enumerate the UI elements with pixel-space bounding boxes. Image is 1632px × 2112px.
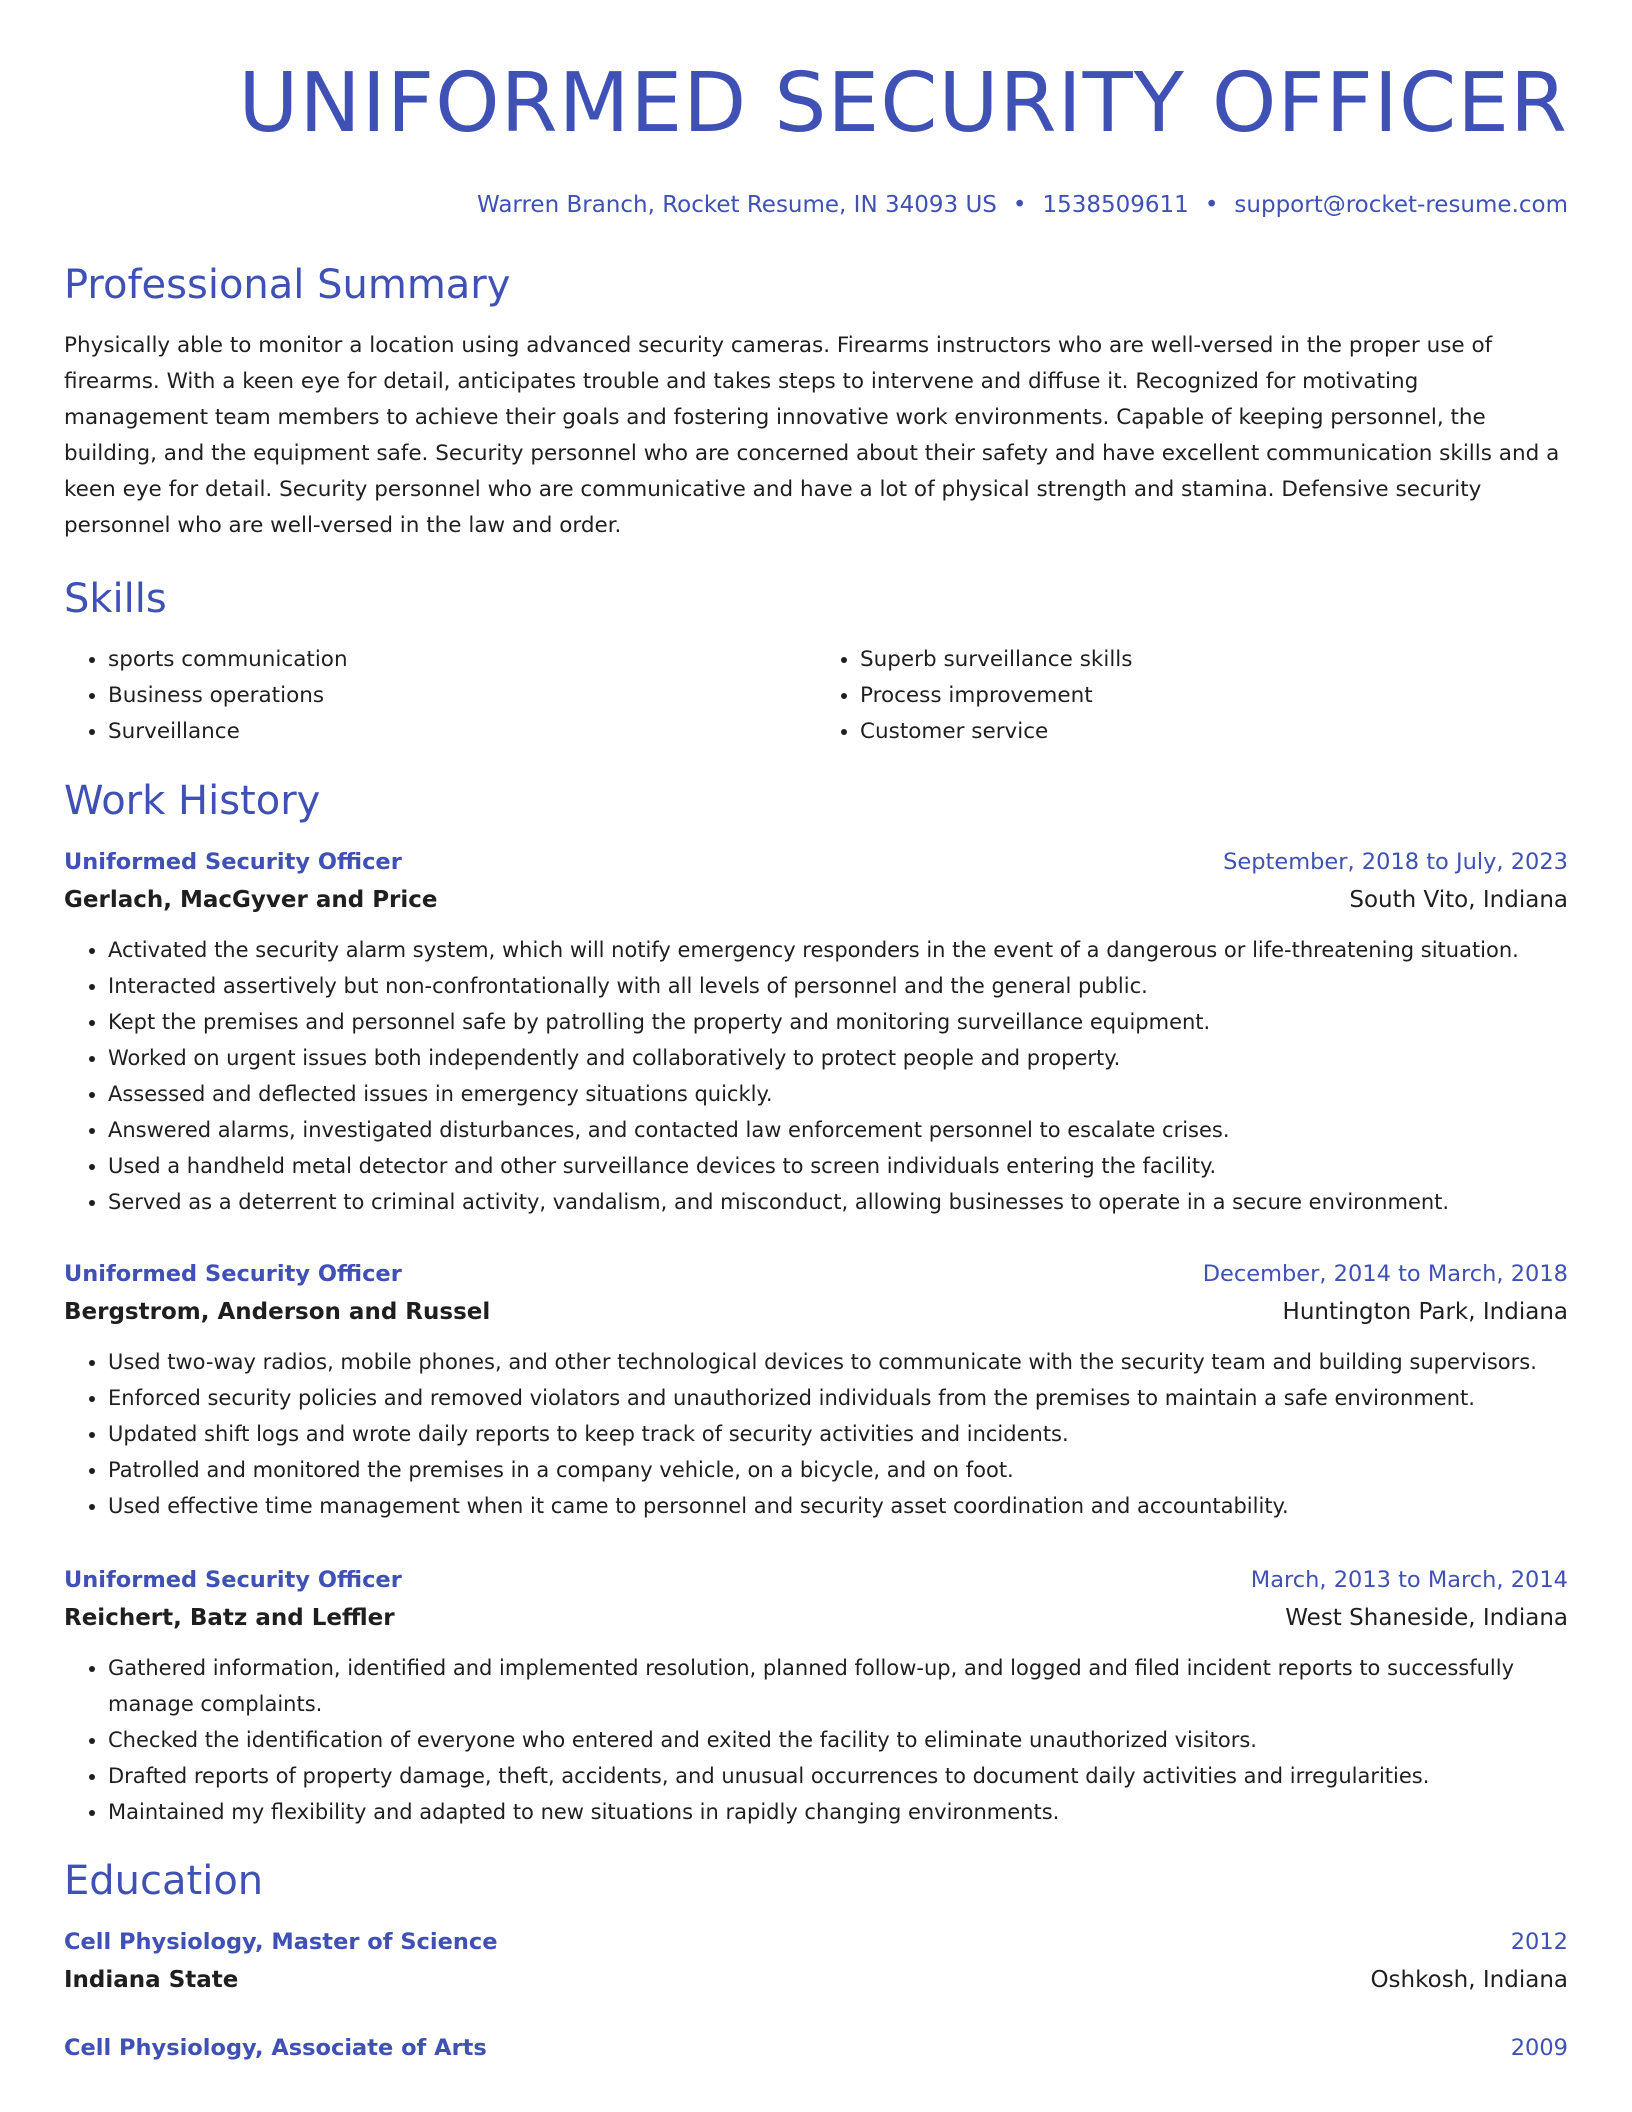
- job-role: Uniformed Security Officer: [64, 849, 402, 875]
- skills-list-right: [816, 642, 1568, 750]
- job-header-row: [64, 1562, 1568, 1598]
- job-location: South Vito, Indiana: [1349, 887, 1568, 913]
- education-year: 2009: [1510, 2035, 1568, 2061]
- education-degree: Cell Physiology, Associate of Arts: [64, 2035, 487, 2061]
- job-bullet: • Answered alarms, investigated disturbances, and contacted law enforcement personnel to escalate crises.: [108, 1112, 1568, 1148]
- contact-line: [64, 190, 1568, 220]
- job-bullet: • Served as a deterrent to criminal activity, vandalism, and misconduct, allowing businesses to operate in a secure environment.: [108, 1184, 1568, 1220]
- job-bullet: • Drafted reports of property damage, theft, accidents, and unusual occurrences to document daily activities and irregularities.: [108, 1758, 1568, 1794]
- education-year: 2012: [1510, 1929, 1568, 1955]
- job-bullets: [64, 1344, 1568, 1524]
- skill-item: • Superb surveillance skills: [860, 642, 1568, 678]
- job-bullet: • Gathered information, identified and implemented resolution, planned follow-up, and logged and filed incident reports to successfully manage complaints.: [108, 1650, 1568, 1722]
- education-degree: Cell Physiology, Master of Science: [64, 1929, 498, 1955]
- job-bullet: • Used two-way radios, mobile phones, and other technological devices to communicate with the security team and building supervisors.: [108, 1344, 1568, 1380]
- education-entry: [64, 1924, 1568, 2000]
- job-bullet: • Used a handheld metal detector and other surveillance devices to screen individuals entering the facility.: [108, 1148, 1568, 1184]
- education-school-row: [64, 1960, 1568, 2000]
- job-bullet: • Activated the security alarm system, which will notify emergency responders in the event of a dangerous or life-threatening situation.: [108, 932, 1568, 968]
- job-dates: March, 2013 to March, 2014: [1250, 1567, 1568, 1593]
- skill-item: • Surveillance: [108, 714, 816, 750]
- skills-grid: [64, 642, 1568, 750]
- skill-item: • Process improvement: [860, 678, 1568, 714]
- contact-separator: •: [1012, 192, 1027, 218]
- job-location: Huntington Park, Indiana: [1282, 1299, 1568, 1325]
- job-location: West Shaneside, Indiana: [1285, 1605, 1568, 1631]
- skill-item: • Customer service: [860, 714, 1568, 750]
- job-header-row: [64, 1256, 1568, 1292]
- job-company: Reichert, Batz and Leffler: [64, 1605, 395, 1631]
- job-bullet: • Patrolled and monitored the premises in a company vehicle, on a bicycle, and on foot.: [108, 1452, 1568, 1488]
- job-dates: December, 2014 to March, 2018: [1202, 1261, 1568, 1287]
- job-company: Gerlach, MacGyver and Price: [64, 887, 438, 913]
- education-location: Oshkosh, Indiana: [1370, 1967, 1568, 1993]
- job-bullets: [64, 1650, 1568, 1830]
- summary-text: Physically able to monitor a location using advanced security cameras. Firearms instructors who are well-versed in the proper use of firearms. With a keen eye for detail, anticipates trouble and takes steps to intervene and diffuse it. Recognized for motivating management team members to achieve their goals and fostering innovative work environments. Capable of keeping personnel, the building, and the equipment safe. Security personnel who are concerned about their safety and have excellent communication skills and a keen eye for detail. Security personnel who are communicative and have a lot of physical strength and stamina. Defensive security personnel who are well-versed in the law and order.: [64, 333, 1560, 538]
- summary-heading: Professional Summary: [64, 262, 511, 308]
- job-bullets: [64, 932, 1568, 1220]
- skill-item: • Business operations: [108, 678, 816, 714]
- skills-heading: Skills: [64, 576, 167, 622]
- job-entry: [64, 1562, 1568, 1830]
- job-header-row: [64, 844, 1568, 880]
- job-bullet: • Maintained my flexibility and adapted to new situations in rapidly changing environments.: [108, 1794, 1568, 1830]
- job-dates: September, 2018 to July, 2023: [1223, 849, 1568, 875]
- job-bullet: • Checked the identification of everyone who entered and exited the facility to eliminate unauthorized visitors.: [108, 1722, 1568, 1758]
- job-role: Uniformed Security Officer: [64, 1567, 402, 1593]
- job-entry: [64, 1256, 1568, 1524]
- job-bullet: • Used effective time management when it came to personnel and security asset coordination and accountability.: [108, 1488, 1568, 1524]
- job-bullet: • Interacted assertively but non-confrontationally with all levels of personnel and the general public.: [108, 968, 1568, 1004]
- education-heading: Education: [64, 1858, 264, 1904]
- skills-list-left: [64, 642, 816, 750]
- contact-email[interactable]: support@rocket-resume.com: [1234, 192, 1568, 218]
- job-bullet: • Worked on urgent issues both independently and collaboratively to protect people and property.: [108, 1040, 1568, 1076]
- job-bullet: • Kept the premises and personnel safe by patrolling the property and monitoring surveillance equipment.: [108, 1004, 1568, 1040]
- page-title: UNIFORMED SECURITY OFFICER: [238, 56, 1568, 151]
- education-header-row: [64, 2030, 1568, 2066]
- skill-item: • sports communication: [108, 642, 816, 678]
- job-bullet: • Assessed and deflected issues in emergency situations quickly.: [108, 1076, 1568, 1112]
- job-company-row: [64, 1598, 1568, 1638]
- job-entry: [64, 844, 1568, 1220]
- job-role: Uniformed Security Officer: [64, 1261, 402, 1287]
- contact-phone: 1538509611: [1042, 192, 1189, 218]
- job-company-row: [64, 1292, 1568, 1332]
- job-company-row: [64, 880, 1568, 920]
- job-company: Bergstrom, Anderson and Russel: [64, 1299, 491, 1325]
- education-entry: [64, 2030, 1568, 2066]
- education-header-row: [64, 1924, 1568, 1960]
- work-history-heading: Work History: [64, 778, 321, 824]
- contact-separator: •: [1204, 192, 1219, 218]
- job-bullet: • Enforced security policies and removed violators and unauthorized individuals from the premises to maintain a safe environment.: [108, 1380, 1568, 1416]
- contact-address: Warren Branch, Rocket Resume, IN 34093 US: [477, 192, 997, 218]
- job-bullet: • Updated shift logs and wrote daily reports to keep track of security activities and incidents.: [108, 1416, 1568, 1452]
- education-school: Indiana State: [64, 1967, 239, 1993]
